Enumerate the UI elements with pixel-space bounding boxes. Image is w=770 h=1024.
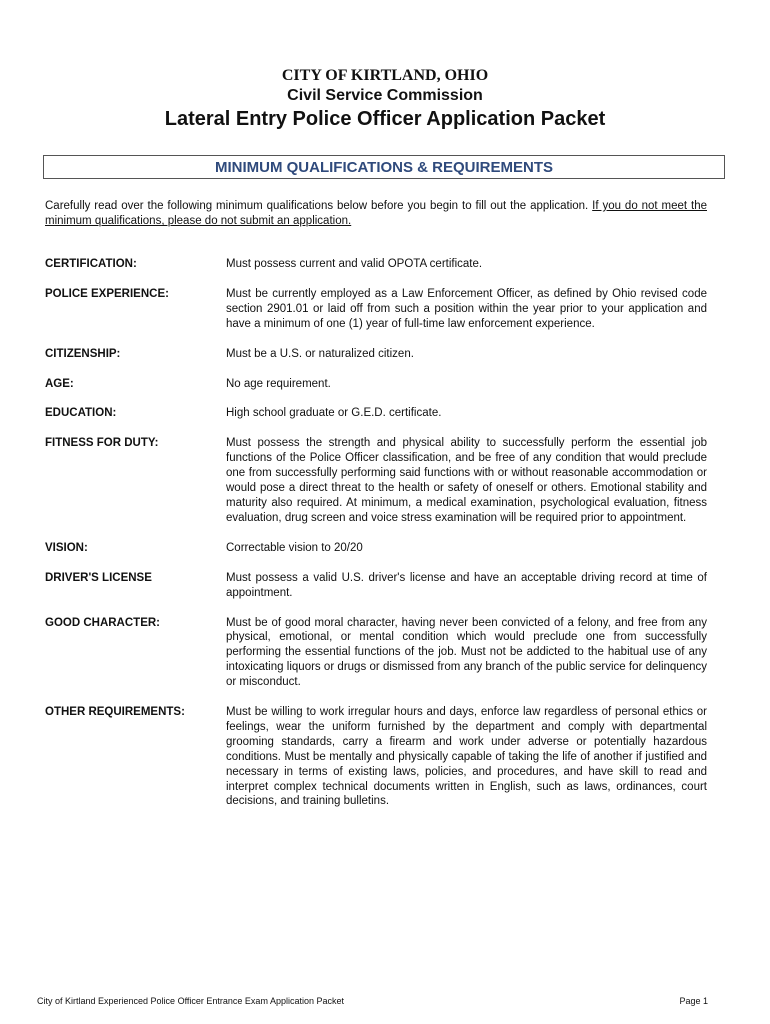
- intro-text: Carefully read over the following minimum qualifications below before you begin to fill out the application.: [45, 200, 593, 212]
- requirement-drivers-license: [45, 571, 707, 601]
- intro-warning: If you do not meet the minimum qualifications, please do not submit an application.: [45, 200, 707, 227]
- requirement-text: Must be currently employed as a Law Enforcement Officer, as defined by Ohio revised code section 2901.01 or laid off from such a position within the year prior to your application and have a minimum of one (1) year of full-time law enforcement experience.: [226, 287, 707, 330]
- requirement-text: Must possess the strength and physical ability to successfully perform the essential job functions of the Police Officer classification, and be free of any condition that would preclude one from successfully performing said functions with or without reasonable accommodation or would pose a direct threat to the health or safety of oneself or others. Emotional stability and maturity also required. At minimum, a medical examination, psychological evaluation, fitness evaluation, drug screen and voice stress examination will be required prior to appointment.: [226, 437, 707, 524]
- requirement-label: GOOD CHARACTER:: [45, 616, 160, 629]
- requirement-label: FITNESS FOR DUTY:: [45, 437, 159, 450]
- packet-title: Lateral Entry Police Officer Application Packet: [164, 108, 606, 130]
- requirement-age: [45, 377, 707, 392]
- requirement-text: Correctable vision to 20/20: [226, 541, 363, 554]
- requirement-text: Must be of good moral character, having never been convicted of a felony, and free from any physical, emotional, or mental condition which would preclude one from successfully performing the essential functions of the job. Must not be addicted to the habitual use of any intoxicating liquors or drugs or dismissed from any branch of the public service for delinquency or misconduct.: [226, 616, 707, 689]
- requirement-text: No age requirement.: [226, 377, 331, 390]
- requirement-text: Must be a U.S. or naturalized citizen.: [226, 347, 414, 360]
- requirement-fitness-for-duty: [45, 436, 707, 525]
- requirement-label: OTHER REQUIREMENTS:: [45, 706, 185, 719]
- requirement-certification: [45, 257, 707, 272]
- section-heading: MINIMUM QUALIFICATIONS & REQUIREMENTS: [43, 155, 725, 179]
- intro-paragraph: [45, 199, 707, 229]
- requirement-label: EDUCATION:: [45, 407, 117, 420]
- footer-page-number: Page 1: [679, 996, 708, 1006]
- requirement-label: CERTIFICATION:: [45, 258, 137, 270]
- commission-name: Civil Service Commission: [287, 87, 483, 104]
- requirement-police-experience: [45, 287, 707, 332]
- requirement-citizenship: [45, 347, 707, 362]
- requirement-text: Must possess current and valid OPOTA certificate.: [226, 258, 483, 270]
- requirement-text: High school graduate or G.E.D. certificate.: [226, 407, 442, 420]
- requirement-label: DRIVER'S LICENSE: [45, 571, 152, 584]
- requirement-label: VISION:: [45, 541, 88, 554]
- requirement-other: [45, 705, 707, 809]
- footer-document-title: City of Kirtland Experienced Police Officer Entrance Exam Application Packet: [37, 996, 344, 1006]
- requirement-text: Must possess a valid U.S. driver's license and have an acceptable driving record at time of appointment.: [226, 571, 707, 599]
- requirement-good-character: [45, 616, 707, 691]
- requirements-list: [45, 257, 707, 824]
- requirement-education: [45, 406, 707, 421]
- requirement-vision: [45, 541, 707, 556]
- requirement-label: POLICE EXPERIENCE:: [45, 287, 169, 300]
- requirement-text: Must be willing to work irregular hours and days, enforce law regardless of personal ethics or feelings, wear the uniform furnished by the department and comply with departmental grooming standards, carry a firearm and work under adverse or potentially hazardous conditions. Must be mentally and physically capable of taking the life of another if justified and necessary in terms of existing laws, policies, and procedures, and have skill to read and interpret complex technical documents written in English, such as laws, ordinances, court decisions, and training bulletins.: [226, 706, 707, 808]
- city-title: CITY OF KIRTLAND, OHIO: [281, 67, 489, 84]
- requirement-label: AGE:: [45, 377, 74, 390]
- requirement-label: CITIZENSHIP:: [45, 347, 121, 360]
